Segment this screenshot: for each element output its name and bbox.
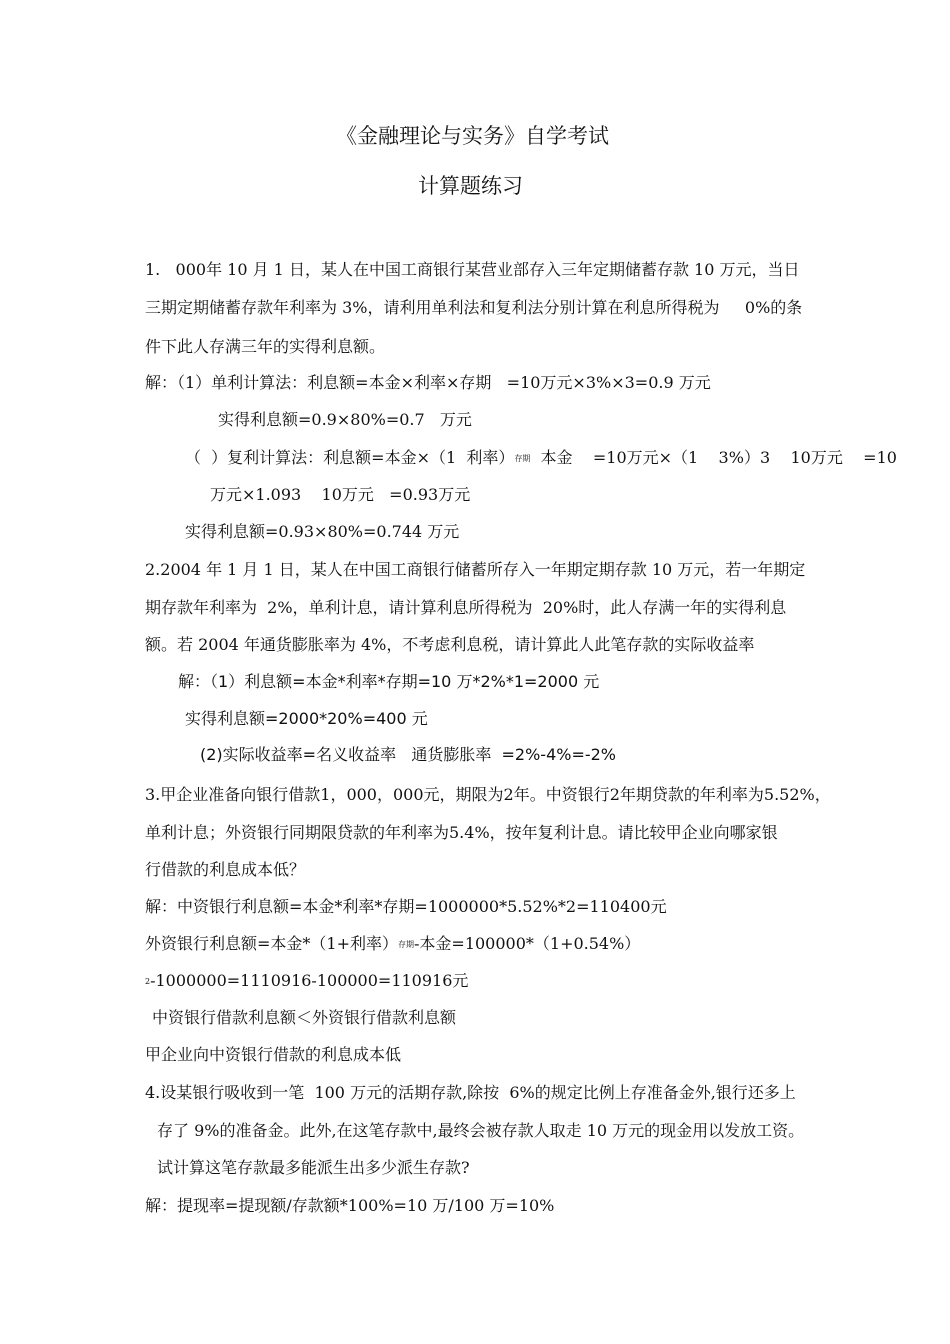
question-text-line: 存了 9%的准备金。此外,在这笔存款中,最终会被存款人取走 10 万元的现金用以发放工资。 [157, 1121, 805, 1140]
question-text-line: 三期定期储蓄存款年利率为 3%，请利用单利法和复利法分别计算在利息所得税为 0%的条 [145, 298, 803, 317]
answer-line: 解：（1）利息额=本金*利率*存期=10 万*2%*1=2000 元 [178, 672, 600, 691]
question-text-line: 4.设某银行吸收到一笔 100 万元的活期存款,除按 6%的规定比例上存准备金外,银行还多上 [145, 1083, 796, 1102]
answer-line: 实得利息额=0.9×80%=0.7 万元 [218, 410, 472, 429]
answer-line: 解：（1）单利计算法：利息额=本金×利率×存期 =10万元×3%×3=0.9 万元 [145, 373, 711, 392]
exponent-label: 2 [145, 977, 151, 986]
formula-part: 外资银行利息额=本金*（1+利率） [145, 934, 398, 953]
answer-line [145, 933, 640, 956]
document-title: 《金融理论与实务》自学考试 [336, 124, 609, 148]
compound-formula-part: 本金 =10万元×（1 3%）3 10万元 =10 [530, 448, 897, 467]
question-text-line: 期存款年利率为 2%，单利计息，请计算利息所得税为 20%时，此人存满一年的实得利息 [145, 598, 787, 617]
answer-line: 实得利息额=0.93×80%=0.744 万元 [185, 522, 460, 541]
question-text-line: 件下此人存满三年的实得利息额。 [145, 337, 386, 356]
question-text-line: 单利计息；外资银行同期限贷款的年利率为5.4%，按年复利计息。请比较甲企业向哪家银 [145, 823, 778, 842]
answer-line: 实得利息额=2000*20%=400 元 [185, 709, 428, 728]
question-text-line: 额。若 2004 年通货膨胀率为 4%，不考虑利息税，请计算此人此笔存款的实际收益率 [145, 635, 755, 654]
document-subtitle: 计算题练习 [418, 174, 523, 198]
answer-line: 解：中资银行利息额=本金*利率*存期=1000000*5.52%*2=110400元 [145, 897, 667, 916]
answer-line [145, 970, 468, 993]
question-text-line: 2.2004 年 1 月 1 日，某人在中国工商银行储蓄所存入一年期定期存款 10 万元，若一年期定 [145, 560, 806, 579]
answer-line: 甲企业向中资银行借款的利息成本低 [145, 1045, 402, 1064]
question-text-line: 试计算这笔存款最多能派生出多少派生存款? [157, 1158, 470, 1177]
answer-line: (2)实际收益率=名义收益率 通货膨胀率 =2%-4%=-2% [200, 745, 617, 764]
question-text-line: 1. 000年 10 月 1 日，某人在中国工商银行某营业部存入三年定期储蓄存款 10 万元，当日 [145, 260, 800, 279]
answer-line: 万元×1.093 10万元 =0.93万元 [210, 485, 471, 504]
answer-line: 解：提现率=提现额/存款额*100%=10 万/100 万=10% [145, 1196, 555, 1215]
formula-part: -本金=100000*（1+0.54%） [414, 934, 641, 953]
formula-part: -1000000=1110916-100000=110916元 [150, 971, 469, 990]
question-text-line: 3.甲企业准备向银行借款1，000，000元，期限为2年。中资银行2年期贷款的年利率为5.52%， [145, 785, 831, 804]
exponent-label: 存期 [398, 940, 414, 949]
answer-line: 中资银行借款利息额＜外资银行借款利息额 [152, 1008, 457, 1027]
answer-line [185, 447, 897, 470]
compound-formula-part: （ ）复利计算法：利息额=本金×（1 利率） [185, 448, 515, 467]
exponent-label: 存期 [514, 454, 531, 463]
question-text-line: 行借款的利息成本低？ [145, 860, 306, 879]
